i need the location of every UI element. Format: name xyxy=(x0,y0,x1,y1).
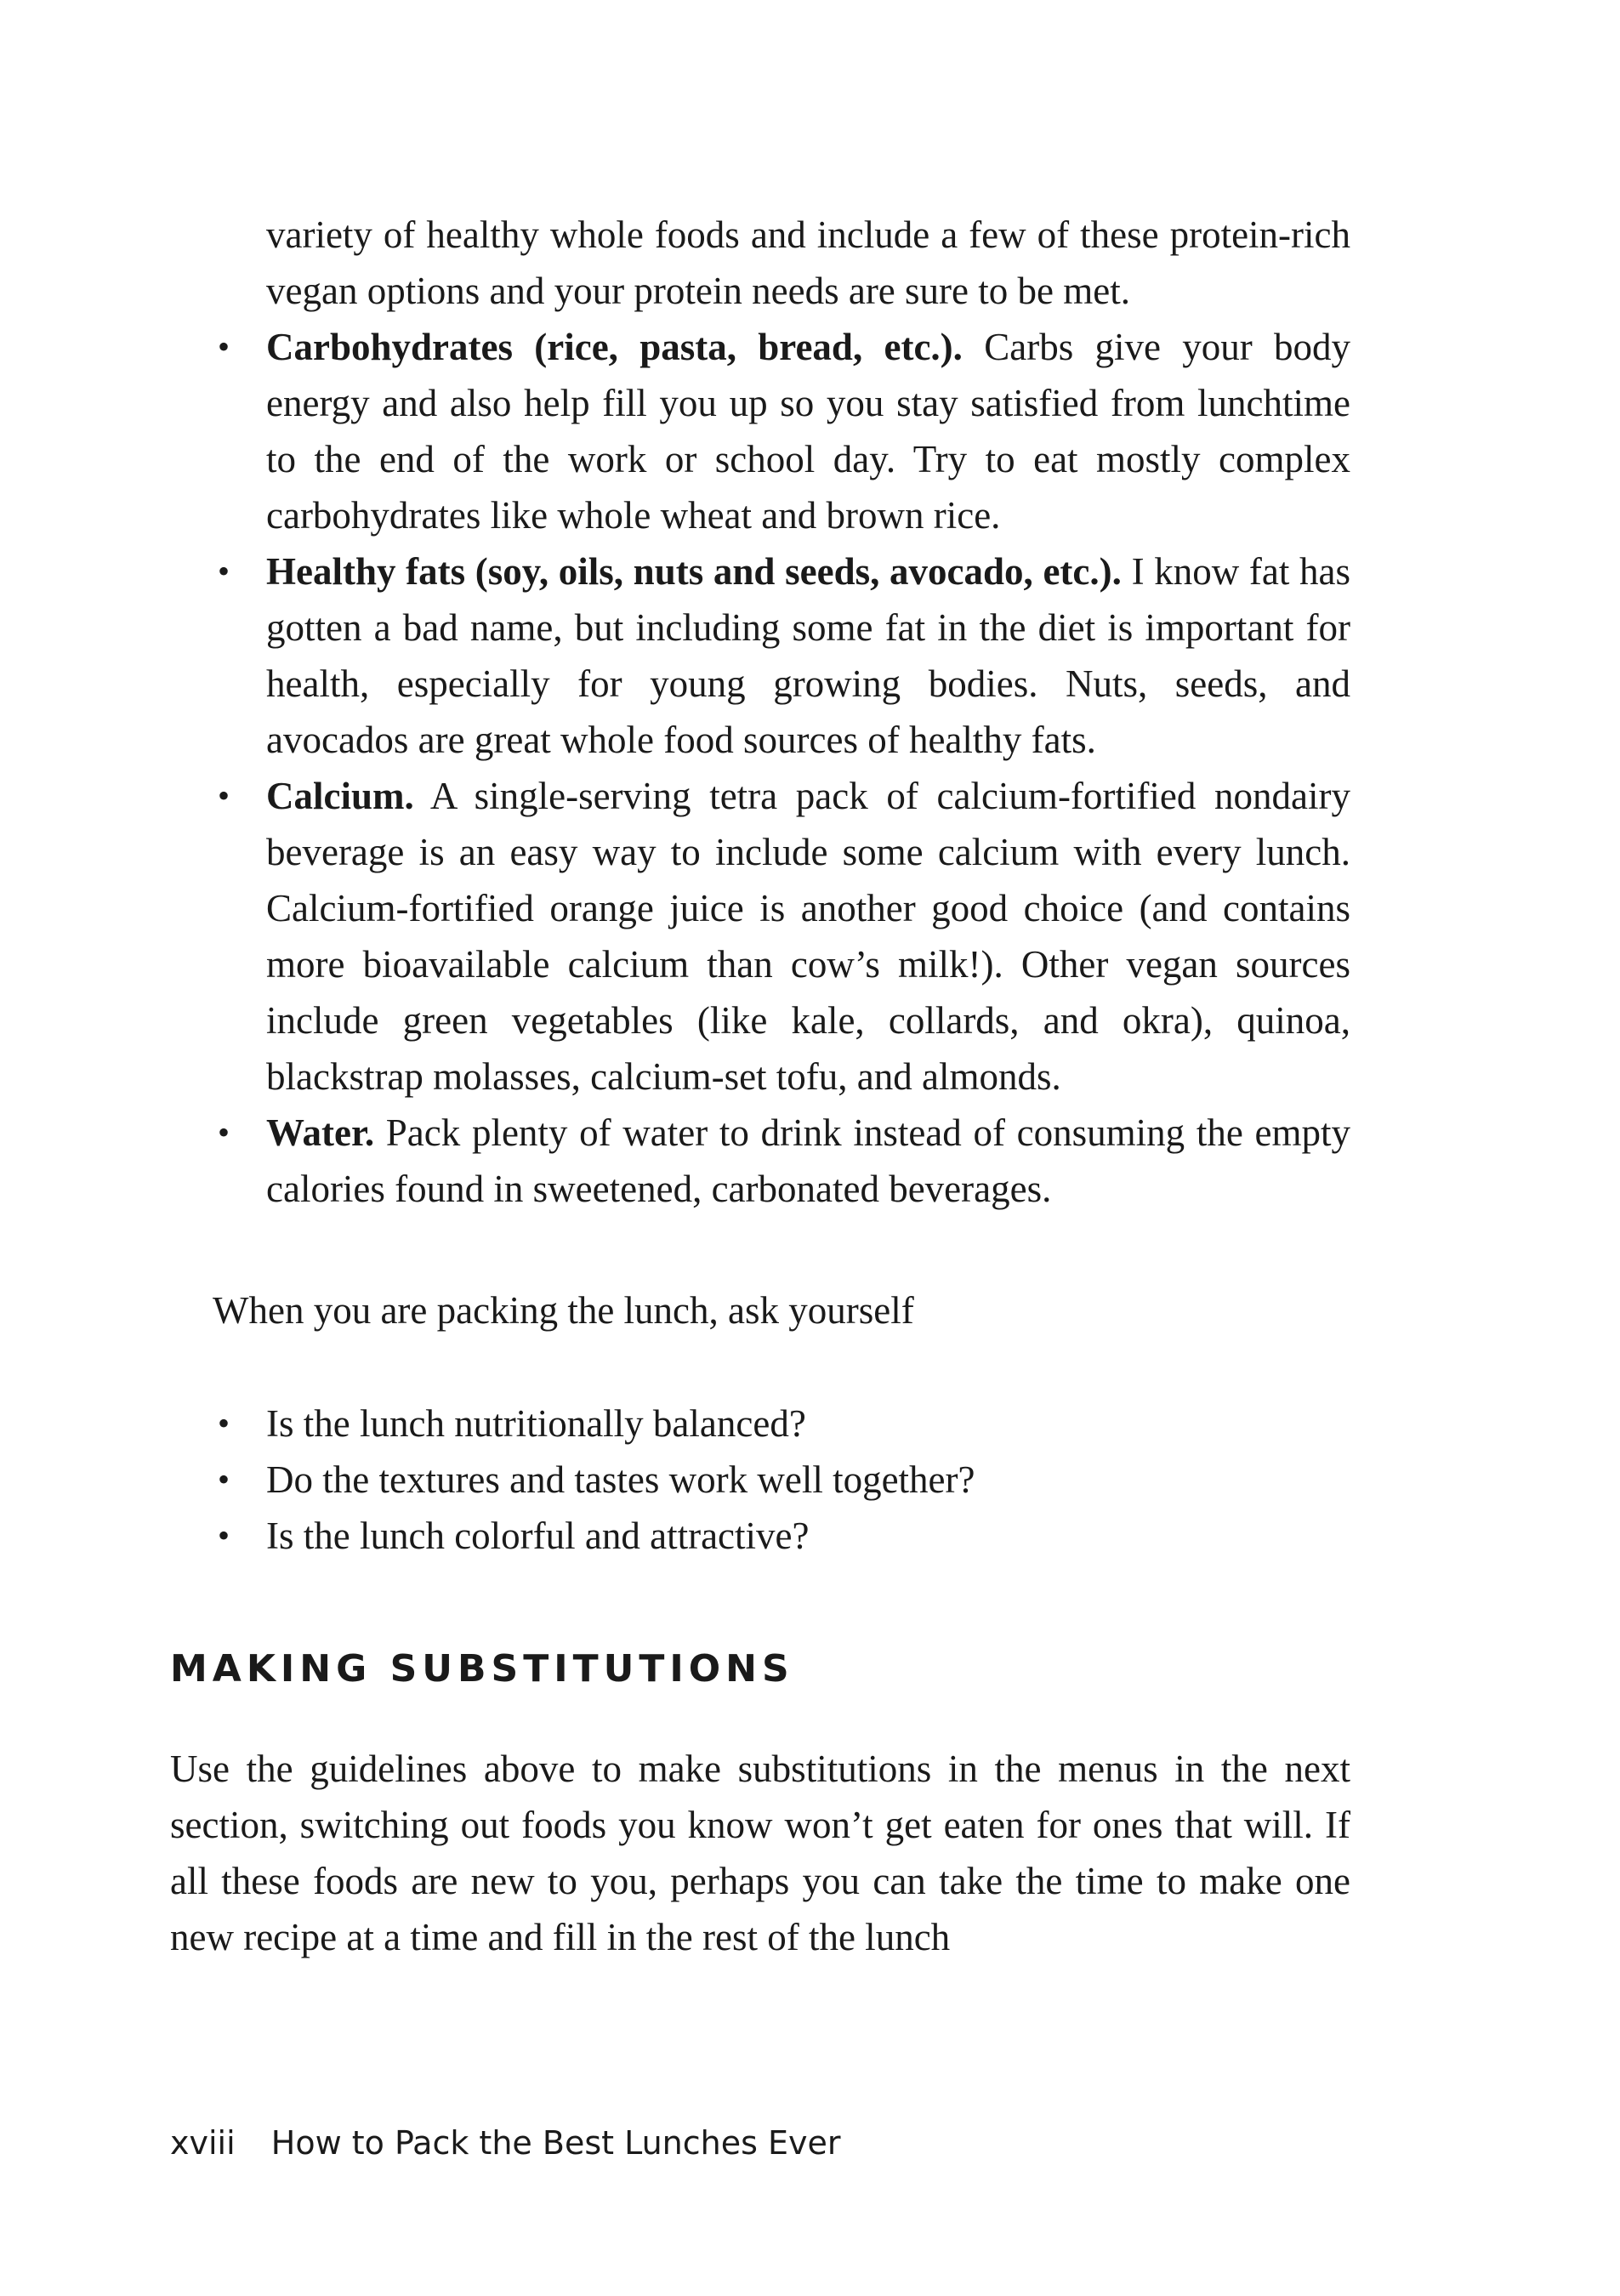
question-item xyxy=(0,1508,1350,1564)
bullet-icon: • xyxy=(218,1404,230,1442)
term-healthy-fats: Healthy fats (soy, oils, nuts and seeds, avocado, etc.). xyxy=(266,550,1122,593)
nutrient-list xyxy=(0,319,1620,1217)
description-calcium: A single-serving tetra pack of calcium-fortified nondairy beverage is an easy way to include some calcium with every lunch. Calcium-fortified orange juice is another good choice (and contains more bioavailable calcium than cow’s milk!). Other vegan sources include green vegetables (like kale, collards, and okra), quinoa, blackstrap molasses, calcium-set tofu, and almonds. xyxy=(266,775,1350,1098)
term-carbohydrates: Carbohydrates (rice, pasta, bread, etc.). xyxy=(266,326,963,368)
bullet-icon: • xyxy=(218,552,230,590)
description-healthy-fats: I know fat has gotten a bad name, but including some fat in the diet is important for health, especially for young growing bodies. Nuts, seeds, and avocados are great whole food sources of healthy fats. xyxy=(266,550,1350,761)
description-water: Pack plenty of water to drink instead of consuming the empty calories found in sweetened, carbonated beverages. xyxy=(266,1111,1350,1210)
closing-paragraph: Use the guidelines above to make substitutions in the menus in the next section, switching out foods you know won’t get eaten for ones that will. If all these foods are new to you, perhaps you can take the time to make one new recipe at a time and fill in the rest of the lunch xyxy=(170,1748,1350,1958)
term-water: Water. xyxy=(266,1111,375,1154)
bullet-icon: • xyxy=(218,776,230,815)
bullet-icon: • xyxy=(218,1460,230,1498)
question-text: Is the lunch colorful and attractive? xyxy=(266,1515,810,1557)
bullet-icon: • xyxy=(218,1516,230,1554)
running-title: How to Pack the Best Lunches Ever xyxy=(270,2124,841,2162)
question-list xyxy=(0,1395,1620,1564)
continuation-paragraph: variety of healthy whole foods and include a few of these protein-rich vegan options and your protein needs are sure to be met. xyxy=(266,213,1350,312)
list-item-carbohydrates xyxy=(0,319,1350,543)
page-footer xyxy=(170,2123,841,2163)
question-text: Do the textures and tastes work well together? xyxy=(266,1458,975,1501)
description-carbohydrates: Carbs give your body energy and also help fill you up so you stay satisfied from lunchtime to the end of the work or school day. Try to eat mostly complex carbohydrates like whole wheat and brown rice. xyxy=(266,326,1351,537)
question-text: Is the lunch nutritionally balanced? xyxy=(266,1402,806,1445)
list-item-calcium xyxy=(0,768,1350,1105)
bullet-icon: • xyxy=(218,327,230,366)
bullet-icon: • xyxy=(218,1113,230,1151)
section-heading: MAKING SUBSTITUTIONS xyxy=(170,1647,794,1691)
ask-yourself-intro: When you are packing the lunch, ask yourself xyxy=(213,1289,914,1332)
page-number: xviii xyxy=(170,2124,236,2162)
question-item xyxy=(0,1395,1350,1452)
term-calcium: Calcium. xyxy=(266,775,414,817)
list-item-water xyxy=(0,1105,1350,1217)
list-item-healthy-fats xyxy=(0,543,1350,768)
question-item xyxy=(0,1452,1350,1508)
